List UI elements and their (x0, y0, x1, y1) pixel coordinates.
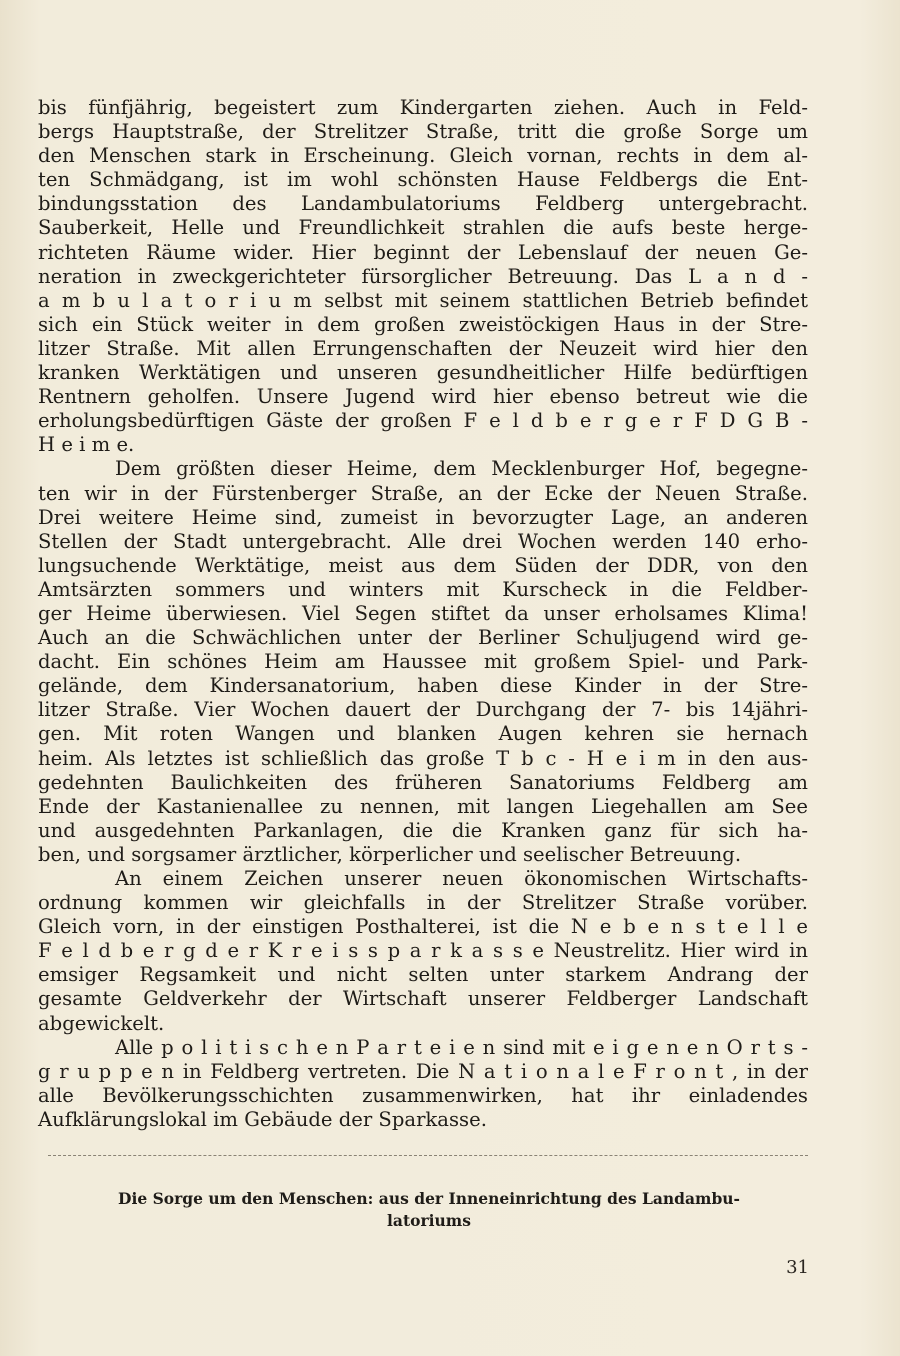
text-line: g r u p p e n in Feldberg vertreten. Die N a t i o n a l e F r o n t , in der (38, 1059, 808, 1083)
text-line: ten wir in der Fürstenberger Straße, an der Ecke der Neuen Straße. (38, 481, 808, 505)
page-number: 31 (786, 1257, 809, 1278)
text-line: und ausgedehnten Parkanlagen, die die Kranken ganz für sich ha- (38, 818, 808, 842)
text-line: heim. Als letztes ist schließlich das große T b c - H e i m in den aus- (38, 746, 808, 770)
text-line: sich ein Stück weiter in dem großen zweistöckigen Haus in der Stre- (38, 312, 808, 336)
text-line: Stellen der Stadt untergebracht. Alle drei Wochen werden 140 erho- (38, 529, 808, 553)
text-line: den Menschen stark in Erscheinung. Gleich vornan, rechts in dem al- (38, 144, 808, 168)
text-line: emsiger Regsamkeit und nicht selten unter starkem Andrang der (38, 963, 808, 987)
text-line: gesamte Geldverkehr der Wirtschaft unserer Feldberger Landschaft (38, 987, 808, 1011)
text-line: ger Heime überwiesen. Viel Segen stiftet da unser erholsames Klima! (38, 601, 808, 625)
text-line: Dem größten dieser Heime, dem Mecklenburger Hof, begegne- (115, 457, 808, 481)
text-line: ordnung kommen wir gleichfalls in der Strelitzer Straße vorüber. (38, 891, 808, 915)
text-line: a m b u l a t o r i u m selbst mit seinem stattlichen Betrieb befindet (38, 288, 808, 312)
text-line: Amtsärzten sommers und winters mit Kurscheck in die Feldber- (38, 577, 808, 601)
text-line: Ende der Kastanienallee zu nennen, mit langen Liegehallen am See (38, 794, 808, 818)
text-line: Auch an die Schwächlichen unter der Berliner Schuljugend wird ge- (38, 626, 808, 650)
text-line: ben, und sorgsamer ärztlicher, körperlicher und seelischer Betreuung. (38, 842, 742, 866)
text-line: neration in zweckgerichteter fürsorglicher Betreuung. Das L a n d - (38, 264, 808, 288)
text-line: H e i m e. (38, 433, 135, 457)
text-line: Rentnern geholfen. Unsere Jugend wird hier ebenso betreut wie die (38, 385, 808, 409)
text-line: ten Schmädgang, ist im wohl schönsten Hause Feldbergs die Ent- (38, 168, 808, 192)
caption-line: latoriums (387, 1211, 471, 1230)
text-line: lungsuchende Werktätige, meist aus dem Süden der DDR, von den (38, 553, 808, 577)
text-line: F e l d b e r g d e r K r e i s s p a r k a s s e Neustrelitz. Hier wird in (38, 939, 808, 963)
text-line: Drei weitere Heime sind, zumeist in bevorzugter Lage, an anderen (38, 505, 808, 529)
text-line: abgewickelt. (38, 1011, 165, 1035)
text-line: gedehnten Baulichkeiten des früheren Sanatoriums Feldberg am (38, 770, 808, 794)
text-line: bindungsstation des Landambulatoriums Feldberg untergebracht. (38, 192, 808, 216)
text-line: bergs Hauptstraße, der Strelitzer Straße, tritt die große Sorge um (38, 120, 808, 144)
text-line: An einem Zeichen unserer neuen ökonomischen Wirtschafts- (115, 867, 808, 890)
text-line: bis fünfjährig, begeistert zum Kindergarten ziehen. Auch in Feld- (38, 96, 808, 119)
body-text (38, 96, 808, 1132)
text-line: litzer Straße. Mit allen Errungenschaften der Neuzeit wird hier den (38, 336, 808, 360)
text-line: Alle p o l i t i s c h e n P a r t e i e n sind mit e i g e n e n O r t s - (115, 1035, 808, 1059)
text-line: Sauberkeit, Helle und Freundlichkeit strahlen die aufs beste herge- (38, 216, 808, 240)
text-line: richteten Räume wider. Hier beginnt der Lebenslauf der neuen Ge- (38, 240, 808, 264)
text-line: dacht. Ein schönes Heim am Haussee mit großem Spiel- und Park- (38, 650, 808, 674)
text-line: Aufklärungslokal im Gebäude der Sparkasse. (38, 1107, 487, 1131)
text-line: alle Bevölkerungsschichten zusammenwirken, hat ihr einladendes (38, 1083, 808, 1107)
text-line: gelände, dem Kindersanatorium, haben diese Kinder in der Stre- (38, 674, 808, 698)
text-line: litzer Straße. Vier Wochen dauert der Durchgang der 7- bis 14jähri- (38, 698, 808, 722)
figure-caption (44, 1188, 814, 1232)
caption-line: Die Sorge um den Menschen: aus der Inneneinrichtung des Landambu- (118, 1189, 740, 1208)
text-line: Gleich vorn, in der einstigen Posthalterei, ist die N e b e n s t e l l e (38, 915, 808, 939)
text-line: erholungsbedürftigen Gäste der großen F e l d b e r g e r F D G B - (38, 409, 808, 433)
separator-rule (48, 1155, 808, 1156)
text-line: kranken Werktätigen und unseren gesundheitlicher Hilfe bedürftigen (38, 361, 808, 385)
text-line: gen. Mit roten Wangen und blanken Augen kehren sie hernach (38, 722, 808, 746)
